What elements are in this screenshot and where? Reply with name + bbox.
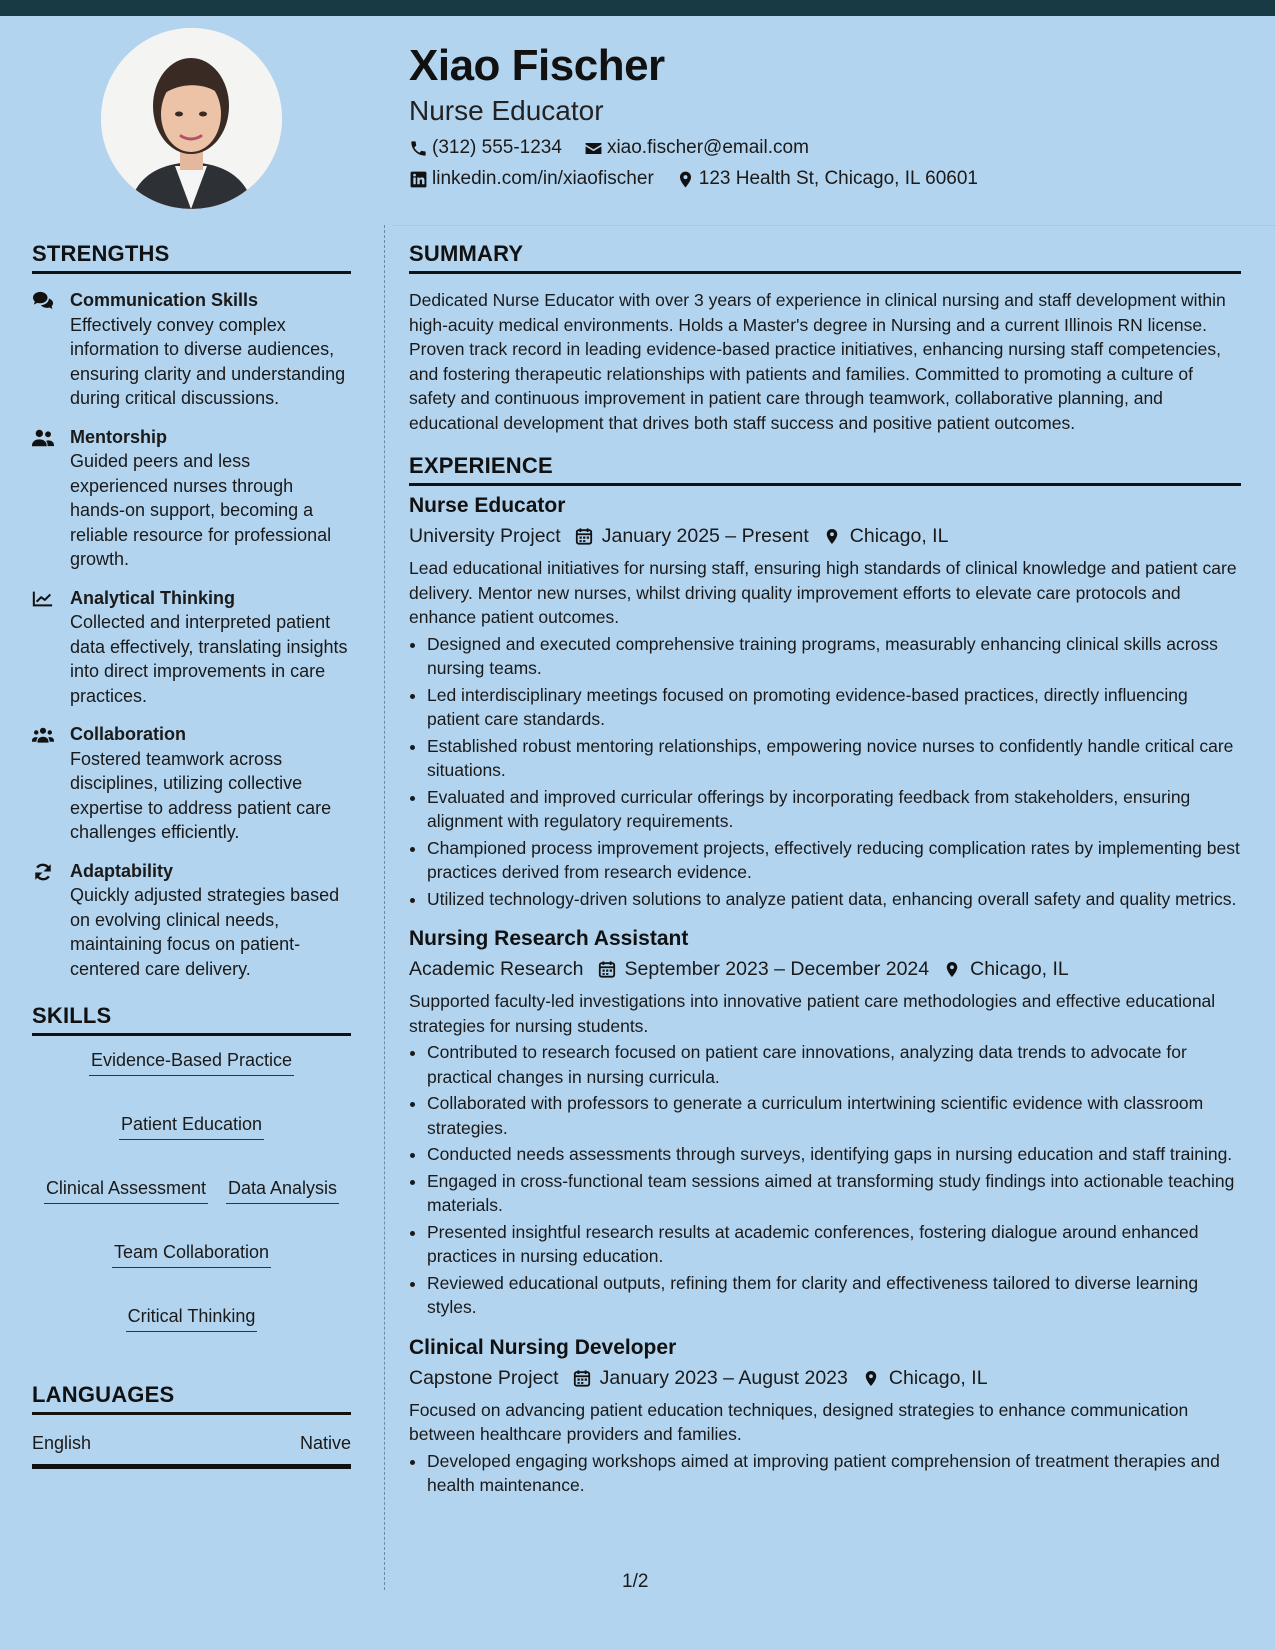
linkedin-icon [409,170,428,189]
job-bullet: • Presented insightful research results at academic conferences, fostering dialogue around enhanced practices in nursing education. [427,1220,1241,1269]
strength-name: Communication Skills [70,290,259,310]
job-meta [409,1367,1241,1390]
job-description: Lead educational initiatives for nursing staff, ensuring high standards of clinical knowledge and patient care delivery. Mentor new nurses, whilst driving quality improvement efforts to elevate care protocols and enhance patient outcomes. [409,558,1237,627]
contact-row-2 [409,168,1249,190]
job-bullet: • Established robust mentoring relationships, empowering novice nurses to confidently handle critical care situations. [427,734,1241,783]
job-bullet: • Championed process improvement projects, effectively reducing complication rates by implementing best practices derived from research evidence. [427,836,1241,885]
strength-name: Adaptability [70,860,174,881]
skill-tag: Clinical Assessment [44,1178,208,1204]
language-row [32,1429,351,1469]
strength-name: Collaboration [70,724,186,744]
job-bullet: • Reviewed educational outputs, refining them for clarity and effectiveness tailored to diverse learning styles. [427,1271,1241,1320]
job-location: Chicago, IL [970,958,1069,980]
skill-tag: Team Collaboration [112,1242,271,1268]
job-bullet: • Collaborated with professors to generate a curriculum intertwining scientific evidence with classroom strategies. [427,1091,1241,1140]
header-separator [392,225,1275,226]
summary-text: Dedicated Nurse Educator with over 3 years of experience in clinical nursing and staff development within high-acuity medical environments. Holds a Master's degree in Nursing and a current Illinois RN license. Proven track record in leading evidence-based practice initiatives, enhancing nursing staff competencies, and fostering therapeutic relationships with patients and families. Committed to promoting a culture of safety and continuous improvement in patient care through teamwork, collaborative planning, and educational development that drives both staff success and positive patient outcomes. [409,290,1226,433]
page-number: 1/2 [622,1571,649,1592]
phone-text: (312) 555-1234 [432,137,562,159]
experience-heading: EXPERIENCE [409,453,1241,486]
profile-photo [101,28,282,209]
address-text: 123 Health St, Chicago, IL 60601 [698,168,978,190]
strength-name: Analytical Thinking [70,587,236,608]
job-bullet: • Evaluated and improved curricular offerings by incorporating feedback from stakeholders, ensuring alignment with regulatory requirements. [427,785,1241,834]
languages-heading: LANGUAGES [32,1382,351,1415]
summary-heading: SUMMARY [409,241,1241,274]
strength-desc: Quickly adjusted strategies based on evolving clinical needs, maintaining focus on patient-centered care delivery. [70,885,340,979]
skill-tag: Evidence-Based Practice [89,1050,294,1076]
job-bullet: • Conducted needs assessments through surveys, identifying gaps in nursing education and staff training. [427,1142,1241,1167]
calendar-icon [573,1369,591,1388]
job-bullets [409,1449,1241,1498]
job-title: Nurse Educator [409,494,566,517]
email-text[interactable]: xiao.fischer@email.com [606,137,809,159]
candidate-name: Xiao Fischer [409,41,665,90]
skill-tag: Critical Thinking [126,1306,258,1332]
job-bullets [409,1040,1241,1320]
job-entry [409,492,1241,911]
job-meta [409,525,1241,548]
job-bullet: • Engaged in cross-functional team sessions aimed at transforming study findings into actionable teaching materials. [427,1169,1241,1218]
map-pin-icon [676,170,695,189]
job-bullet: • Developed engaging workshops aimed at improving patient comprehension of treatment therapies and health maintenance. [427,1449,1241,1498]
strength-item [32,425,351,572]
job-description: Supported faculty-led investigations into innovative patient care methodologies and effective educational strategies for nursing students. [409,991,1216,1036]
job-dates: January 2025 – Present [601,525,809,547]
comments-icon [32,291,54,311]
candidate-title: Nurse Educator [409,94,604,126]
job-meta [409,958,1241,981]
contact-email[interactable] [584,137,809,159]
user-group-icon [32,428,54,448]
skill-tag: Patient Education [119,1114,264,1140]
job-bullet: • Utilized technology-driven solutions to analyze patient data, enhancing overall safety and quality metrics. [427,887,1241,912]
strength-desc: Collected and interpreted patient data effectively, translating insights into direct improvements in care practices. [70,612,348,706]
resume-header [409,40,1249,190]
language-name: English [32,1433,92,1453]
left-column [32,241,351,1469]
right-column [409,241,1241,1512]
strength-item [32,722,351,845]
skills-heading: SKILLS [32,1003,351,1036]
phone-icon [409,139,428,158]
job-dates: January 2023 – August 2023 [599,1366,848,1389]
map-pin-icon [862,1369,880,1388]
contact-phone [409,137,562,159]
job-title: Clinical Nursing Developer [409,1335,677,1359]
strength-desc: Effectively convey complex information to diverse audiences, ensuring clarity and understanding during critical discussions. [70,314,346,408]
map-pin-icon [823,527,841,546]
strength-desc: Guided peers and less experienced nurses through hands-on support, becoming a reliable resource for professional growth. [70,451,332,569]
job-location: Chicago, IL [849,525,949,547]
job-location: Chicago, IL [888,1366,988,1389]
line-chart-icon [32,589,54,609]
contact-linkedin[interactable] [409,168,654,190]
job-org: University Project [409,525,561,547]
skill-tag: Data Analysis [226,1178,339,1204]
language-level: Native [299,1433,351,1453]
strength-item [32,859,351,982]
column-divider [384,225,385,1590]
linkedin-text[interactable]: linkedin.com/in/xiaofischer [432,168,654,190]
users-icon [32,725,54,745]
envelope-icon [584,139,603,158]
contact-address [676,168,978,190]
job-bullets [409,632,1241,912]
calendar-icon [598,960,616,979]
top-bar [0,0,1275,16]
strengths-heading: STRENGTHS [32,241,351,274]
job-entry [409,925,1241,1320]
job-bullet: • Led interdisciplinary meetings focused on promoting evidence-based practices, directly influencing patient care standards. [427,683,1241,732]
job-description: Focused on advancing patient education techniques, designed strategies to enhance communication between healthcare providers and families. [409,1399,1189,1444]
map-pin-icon [943,960,961,979]
refresh-icon [32,862,54,882]
portrait-illustration [101,28,282,209]
job-dates: September 2023 – December 2024 [624,958,930,980]
skills-list [32,1050,351,1336]
job-title: Nursing Research Assistant [409,927,689,950]
strength-desc: Fostered teamwork across disciplines, utilizing collective expertise to address patient care challenges efficiently. [70,748,332,842]
job-entry [409,1334,1241,1498]
job-org: Capstone Project [409,1366,559,1389]
job-bullet: • Designed and executed comprehensive training programs, measurably enhancing clinical skills across nursing teams. [427,632,1241,681]
job-bullet: • Contributed to research focused on patient care innovations, analyzing data trends to advocate for practical changes in nursing curricula. [427,1040,1241,1089]
job-org: Academic Research [409,958,584,980]
strength-item [32,586,351,709]
strength-item [32,288,351,411]
strength-name: Mentorship [70,426,167,447]
calendar-icon [575,527,593,546]
contact-row-1 [409,137,1249,159]
